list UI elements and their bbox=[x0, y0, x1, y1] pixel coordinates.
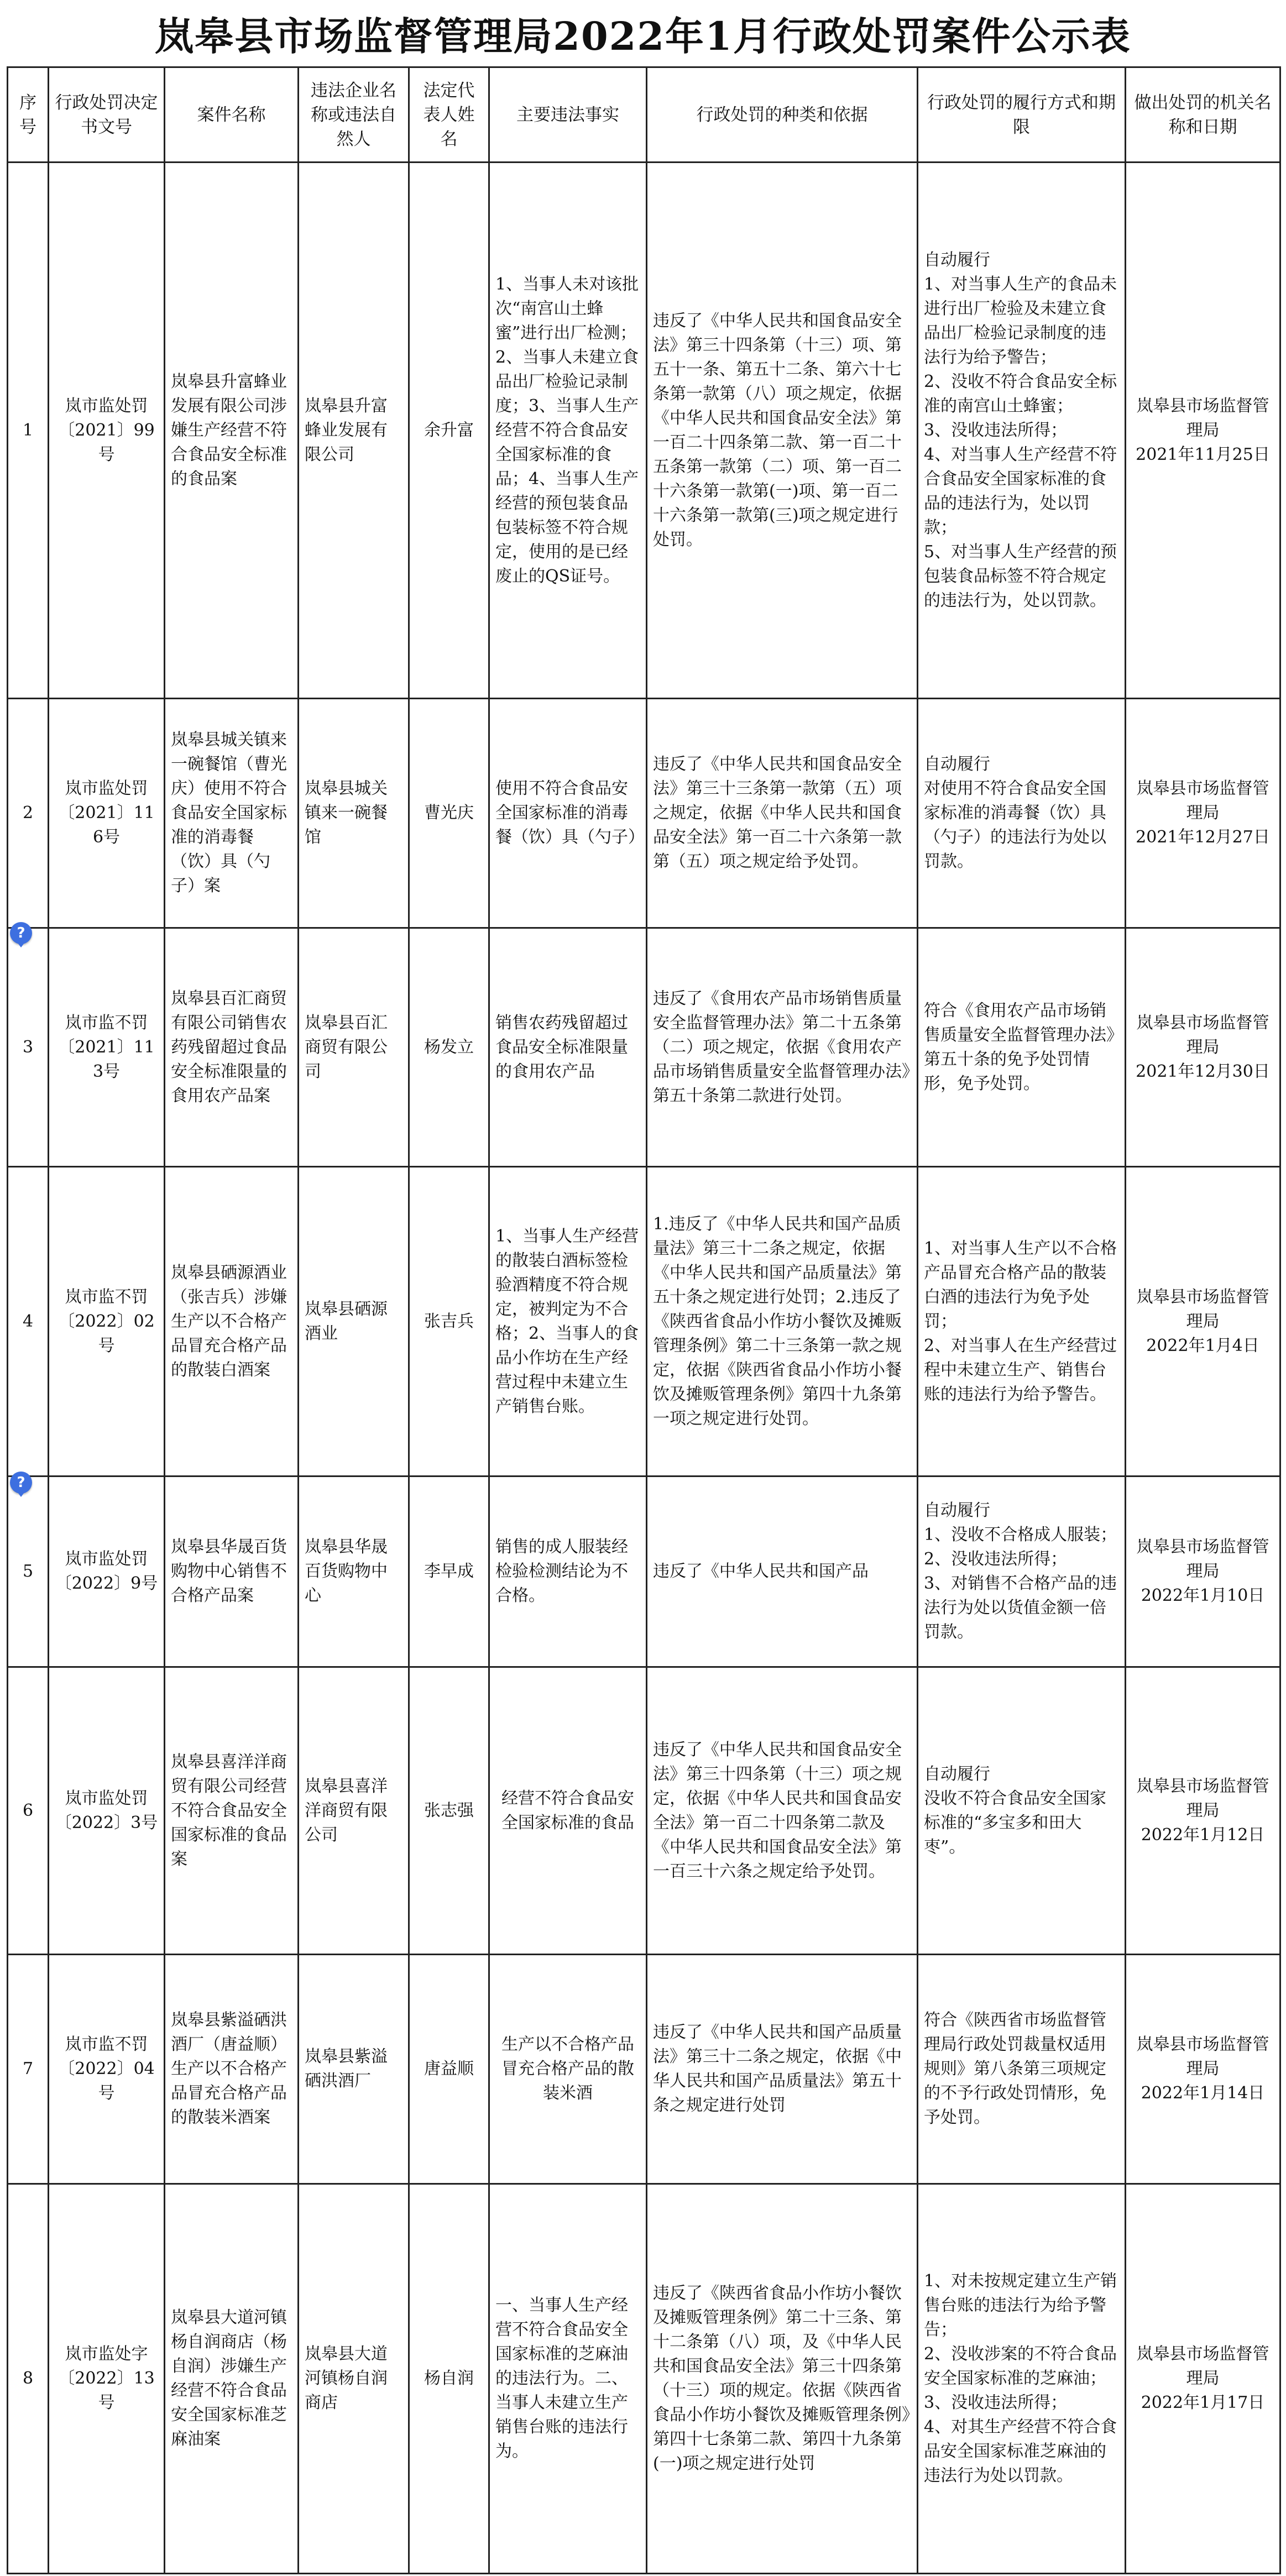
penalty-date: 2022年1月10日 bbox=[1141, 1586, 1265, 1605]
authority-name: 岚皋县市场监督管理局 bbox=[1136, 1776, 1269, 1820]
penalty-date: 2022年1月4日 bbox=[1146, 1336, 1259, 1355]
cell-legal-rep: 张吉兵 bbox=[409, 1167, 489, 1477]
header-doc-no: 行政处罚决定书文号 bbox=[49, 67, 165, 163]
header-row bbox=[8, 67, 1280, 163]
cell-facts: 生产以不合格产品冒充合格产品的散装米酒 bbox=[489, 1955, 647, 2184]
cell-no: 5 bbox=[8, 1477, 49, 1667]
cell-party: 岚皋县紫溢硒洪酒厂 bbox=[299, 1955, 409, 2184]
cell-case-name: 岚皋县升富蜂业发展有限公司涉嫌生产经营不符合食品安全标准的食品案 bbox=[165, 163, 299, 699]
header-execution: 行政处罚的履行方式和期限 bbox=[918, 67, 1126, 163]
cell-authority bbox=[1126, 1167, 1280, 1477]
cell-facts: 使用不符合食品安全国家标准的消毒餐（饮）具（勺子） bbox=[489, 699, 647, 928]
table-row bbox=[8, 928, 1280, 1167]
cell-party: 岚皋县华晟百货购物中心 bbox=[299, 1477, 409, 1667]
authority-name: 岚皋县市场监督管理局 bbox=[1136, 2344, 1269, 2388]
penalty-date: 2021年11月25日 bbox=[1136, 444, 1270, 464]
table-row bbox=[8, 1477, 1280, 1667]
cell-legal-rep: 曹光庆 bbox=[409, 699, 489, 928]
cell-no: 2 bbox=[8, 699, 49, 928]
header-no: 序号 bbox=[8, 67, 49, 163]
cell-party: 岚皋县大道河镇杨自润商店 bbox=[299, 2184, 409, 2574]
penalty-date: 2022年1月17日 bbox=[1141, 2393, 1265, 2412]
cell-case-name: 岚皋县大道河镇杨自润商店（杨自润）涉嫌生产经营不符合食品安全国家标准芝麻油案 bbox=[165, 2184, 299, 2574]
cell-no: 8 bbox=[8, 2184, 49, 2574]
cell-basis: 违反了《中华人民共和国产品质量法》第三十二条之规定，依据《中华人民共和国产品质量法》第五十条之规定进行处罚 bbox=[647, 1955, 918, 2184]
table-row bbox=[8, 1955, 1280, 2184]
cell-facts: 销售的成人服装经检验检测结论为不合格。 bbox=[489, 1477, 647, 1667]
cell-doc-no: 岚市监处罚〔2021〕99号 bbox=[49, 163, 165, 699]
cell-legal-rep: 余升富 bbox=[409, 163, 489, 699]
cell-no: 1 bbox=[8, 163, 49, 699]
penalty-table bbox=[7, 66, 1281, 2574]
cell-authority bbox=[1126, 1667, 1280, 1955]
cell-authority bbox=[1126, 928, 1280, 1167]
cell-case-name: 岚皋县城关镇来一碗餐馆（曹光庆）使用不符合食品安全国家标准的消毒餐（饮）具（勺子）案 bbox=[165, 699, 299, 928]
cell-no: 7 bbox=[8, 1955, 49, 2184]
cell-case-name: 岚皋县紫溢硒洪酒厂（唐益顺）生产以不合格产品冒充合格产品的散装米酒案 bbox=[165, 1955, 299, 2184]
cell-basis: 违反了《食用农产品市场销售质量安全监督管理办法》第二十五条第（二）项之规定，依据《食用农产品市场销售质量安全监督管理办法》第五十条第二款进行处罚。 bbox=[647, 928, 918, 1167]
cell-execution: 自动履行 1、没收不合格成人服装； 2、没收违法所得； 3、对销售不合格产品的违法行为处以货值金额一倍罚款。 bbox=[918, 1477, 1126, 1667]
cell-execution: 符合《陕西省市场监督管理局行政处罚裁量权适用规则》第八条第三项规定的不予行政处罚情形，免予处罚。 bbox=[918, 1955, 1126, 2184]
cell-doc-no: 岚市监不罚〔2022〕02号 bbox=[49, 1167, 165, 1477]
cell-execution: 自动履行 1、对当事人生产的食品未进行出厂检验及未建立食品出厂检验记录制度的违法行为给予警告； 2、没收不符合食品安全标准的南宫山土蜂蜜； 3、没收违法所得； 4、对当事人生产经营不符合食品安全国家标准的食品的违法行为，处以罚款； 5、对当事人生产经营的预包装食品标签不符合规定的违法行为，处以罚款。 bbox=[918, 163, 1126, 699]
cell-no: 3 bbox=[8, 928, 49, 1167]
table-row bbox=[8, 2184, 1280, 2574]
cell-doc-no: 岚市监不罚〔2022〕04号 bbox=[49, 1955, 165, 2184]
header-case-name: 案件名称 bbox=[165, 67, 299, 163]
cell-no: 4 bbox=[8, 1167, 49, 1477]
cell-basis: 违反了《陕西省食品小作坊小餐饮及摊贩管理条例》第二十三条、第十二条第（八）项，及《中华人民共和国食品安全法》第三十四条第（十三）项的规定。依据《陕西省食品小作坊小餐饮及摊贩管理条例》第四十七条第二款、第四十九条第(一)项之规定进行处罚 bbox=[647, 2184, 918, 2574]
header-basis: 行政处罚的种类和依据 bbox=[647, 67, 918, 163]
cell-legal-rep: 杨发立 bbox=[409, 928, 489, 1167]
cell-doc-no: 岚市监处罚〔2022〕3号 bbox=[49, 1667, 165, 1955]
cell-party: 岚皋县城关镇来一碗餐馆 bbox=[299, 699, 409, 928]
cell-facts: 销售农药残留超过食品安全标准限量的食用农产品 bbox=[489, 928, 647, 1167]
cell-case-name: 岚皋县硒源酒业（张吉兵）涉嫌生产以不合格产品冒充合格产品的散装白酒案 bbox=[165, 1167, 299, 1477]
cell-authority bbox=[1126, 1477, 1280, 1667]
cell-authority bbox=[1126, 2184, 1280, 2574]
penalty-date: 2021年12月30日 bbox=[1136, 1061, 1270, 1081]
cell-authority bbox=[1126, 163, 1280, 699]
cell-execution: 符合《食用农产品市场销售质量安全监督管理办法》第五十条的免予处罚情形，免予处罚。 bbox=[918, 928, 1126, 1167]
cell-execution: 自动履行 对使用不符合食品安全国家标准的消毒餐（饮）具（勺子）的违法行为处以罚款。 bbox=[918, 699, 1126, 928]
cell-facts: 一、当事人生产经营不符合食品安全国家标准的芝麻油的违法行为。二、当事人未建立生产销售台账的违法行为。 bbox=[489, 2184, 647, 2574]
cell-party: 岚皋县百汇商贸有限公司 bbox=[299, 928, 409, 1167]
header-authority: 做出处罚的机关名称和日期 bbox=[1126, 67, 1280, 163]
cell-doc-no: 岚市监不罚〔2021〕113号 bbox=[49, 928, 165, 1167]
cell-case-name: 岚皋县百汇商贸有限公司销售农药残留超过食品安全标准限量的食用农产品案 bbox=[165, 928, 299, 1167]
page-title: 岚皋县市场监督管理局2022年1月行政处罚案件公示表 bbox=[155, 13, 1131, 59]
table-row bbox=[8, 1667, 1280, 1955]
penalty-date: 2022年1月12日 bbox=[1141, 1825, 1265, 1845]
cell-facts: 1、当事人生产经营的散装白酒标签检验酒精度不符合规定，被判定为不合格；2、当事人的食品小作坊在生产经营过程中未建立生产销售台账。 bbox=[489, 1167, 647, 1477]
table-row bbox=[8, 1167, 1280, 1477]
authority-name: 岚皋县市场监督管理局 bbox=[1136, 1287, 1269, 1331]
cell-legal-rep: 李早成 bbox=[409, 1477, 489, 1667]
authority-name: 岚皋县市场监督管理局 bbox=[1136, 1013, 1269, 1057]
cell-doc-no: 岚市监处罚〔2022〕9号 bbox=[49, 1477, 165, 1667]
cell-authority bbox=[1126, 1955, 1280, 2184]
penalty-date: 2021年12月27日 bbox=[1136, 828, 1270, 847]
cell-party: 岚皋县硒源酒业 bbox=[299, 1167, 409, 1477]
header-party: 违法企业名称或违法自然人 bbox=[299, 67, 409, 163]
cell-facts: 1、当事人未对该批次“南宫山土蜂蜜”进行出厂检测；2、当事人未建立食品出厂检验记录制度；3、当事人生产经营不符合食品安全国家标准的食品；4、当事人生产经营的预包装食品包装标签不符合规定，使用的是已经废止的QS证号。 bbox=[489, 163, 647, 699]
cell-execution: 1、对当事人生产以不合格产品冒充合格产品的散装白酒的违法行为免予处罚； 2、对当事人在生产经营过程中未建立生产、销售台账的违法行为给予警告。 bbox=[918, 1167, 1126, 1477]
cell-party: 岚皋县喜洋洋商贸有限公司 bbox=[299, 1667, 409, 1955]
authority-name: 岚皋县市场监督管理局 bbox=[1136, 396, 1269, 440]
authority-name: 岚皋县市场监督管理局 bbox=[1136, 2035, 1269, 2078]
authority-name: 岚皋县市场监督管理局 bbox=[1136, 779, 1269, 823]
cell-execution: 自动履行 没收不符合食品安全国家标准的“多宝多和田大枣”。 bbox=[918, 1667, 1126, 1955]
cell-legal-rep: 杨自润 bbox=[409, 2184, 489, 2574]
cell-legal-rep: 唐益顺 bbox=[409, 1955, 489, 2184]
cell-no: 6 bbox=[8, 1667, 49, 1955]
cell-doc-no: 岚市监处罚〔2021〕116号 bbox=[49, 699, 165, 928]
cell-legal-rep: 张志强 bbox=[409, 1667, 489, 1955]
header-legal-rep: 法定代表人姓名 bbox=[409, 67, 489, 163]
table-row bbox=[8, 699, 1280, 928]
table-row bbox=[8, 163, 1280, 699]
penalty-date: 2022年1月14日 bbox=[1141, 2083, 1265, 2103]
cell-doc-no: 岚市监处字〔2022〕13号 bbox=[49, 2184, 165, 2574]
cell-case-name: 岚皋县华晟百货购物中心销售不合格产品案 bbox=[165, 1477, 299, 1667]
header-facts: 主要违法事实 bbox=[489, 67, 647, 163]
cell-basis: 违反了《中华人民共和国食品安全法》第三十四条第（十三）项之规定，依据《中华人民共和国食品安全法》第一百二十四条第二款及《中华人民共和国食品安全法》第一百三十六条之规定给予处罚。 bbox=[647, 1667, 918, 1955]
cell-basis: 违反了《中华人民共和国食品安全法》第三十四条第（十三）项、第五十一条、第五十二条、第六十七条第一款第（八）项之规定，依据《中华人民共和国食品安全法》第一百二十四条第二款、第一百二十五条第一款第（二）项、第一百二十六条第一款第(一)项、第一百二十六条第一款第(三)项之规定进行处罚。 bbox=[647, 163, 918, 699]
cell-basis: 违反了《中华人民共和国产品 bbox=[647, 1477, 918, 1667]
cell-facts: 经营不符合食品安全国家标准的食品 bbox=[489, 1667, 647, 1955]
cell-execution: 1、对未按规定建立生产销售台账的违法行为给予警告； 2、没收涉案的不符合食品安全国家标准的芝麻油； 3、没收违法所得； 4、对其生产经营不符合食品安全国家标准芝麻油的违法行为处以罚款。 bbox=[918, 2184, 1126, 2574]
cell-authority bbox=[1126, 699, 1280, 928]
cell-basis: 1.违反了《中华人民共和国产品质量法》第三十二条之规定，依据《中华人民共和国产品质量法》第五十条之规定进行处罚；2.违反了《陕西省食品小作坊小餐饮及摊贩管理条例》第二十三条第一款之规定，依据《陕西省食品小作坊小餐饮及摊贩管理条例》第四十九条第一项之规定进行处罚。 bbox=[647, 1167, 918, 1477]
annotation-marker-icon[interactable]: ? bbox=[10, 1472, 32, 1494]
annotation-marker-icon[interactable]: ? bbox=[10, 922, 32, 944]
authority-name: 岚皋县市场监督管理局 bbox=[1136, 1537, 1269, 1581]
cell-party: 岚皋县升富蜂业发展有限公司 bbox=[299, 163, 409, 699]
cell-basis: 违反了《中华人民共和国食品安全法》第三十三条第一款第（五）项之规定，依据《中华人民共和国食品安全法》第一百二十六条第一款第（五）项之规定给予处罚。 bbox=[647, 699, 918, 928]
cell-case-name: 岚皋县喜洋洋商贸有限公司经营不符合食品安全国家标准的食品案 bbox=[165, 1667, 299, 1955]
